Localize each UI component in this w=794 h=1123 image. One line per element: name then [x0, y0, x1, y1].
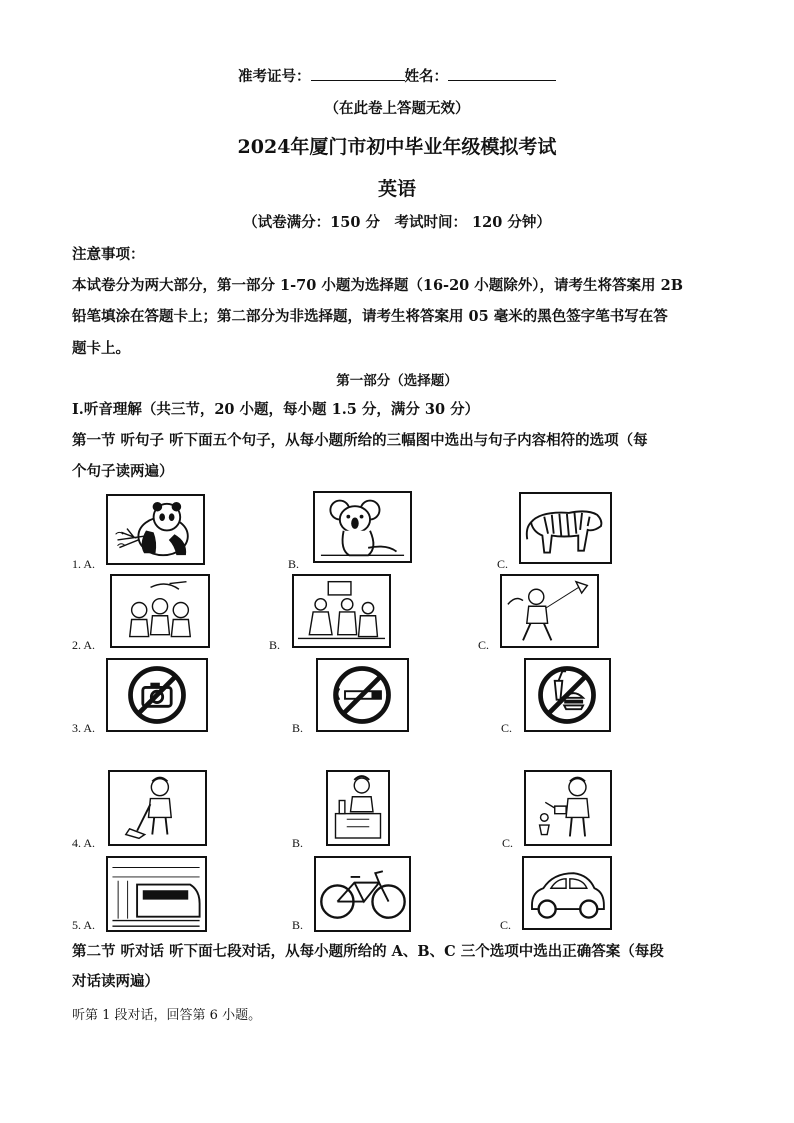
page-title: 2024年厦门市初中毕业年级模拟考试: [237, 136, 557, 158]
q5-option-a-label: 5. A.: [72, 918, 96, 932]
koala-icon: [313, 491, 412, 563]
q3-option-b-label: B.: [292, 721, 304, 735]
sweeping-icon: [108, 770, 207, 846]
part1-title: 第一部分（选择题）: [336, 373, 458, 389]
car-icon: [522, 856, 612, 930]
train-icon: [106, 856, 207, 932]
exam-number-label: 准考证号：: [238, 68, 311, 85]
sub1-line-2: 个句子读两遍）: [72, 463, 174, 480]
no-food-icon: [524, 658, 611, 732]
notice-line-1: 本试卷分为两大部分，第一部分 1-70 小题为选择题（16-20 小题除外），请考生将答案用 2B: [72, 277, 683, 294]
q5-option-c-label: C.: [500, 918, 512, 932]
q2-option-b-label: B.: [269, 638, 281, 652]
notice-line-2: 铅笔填涂在答题卡上；第二部分为非选择题，请考生将答案用 05 毫米的黑色签字笔书写在答: [72, 308, 668, 325]
exam-number-blank[interactable]: [311, 64, 405, 81]
subject-title: 英语: [377, 178, 416, 200]
bicycle-icon: [314, 856, 411, 932]
sub1-line-1: 第一节 听句子 听下面五个句子，从每小题所给的三幅图中选出与句子内容相符的选项（每: [72, 432, 648, 449]
notice-line-3: 题卡上。: [72, 340, 130, 357]
no-smoking-icon: [316, 658, 409, 732]
invalid-note: （在此卷上答题无效）: [324, 100, 470, 117]
q2-option-c-label: C.: [478, 638, 490, 652]
dialog1-instruction: 听第 1 段对话，回答第 6 小题。: [72, 1008, 262, 1023]
q1-option-c-label: C.: [497, 557, 509, 571]
q4-option-b-label: B.: [292, 836, 304, 850]
q3-option-a-label: 3. A.: [72, 721, 96, 735]
no-camera-icon: [106, 658, 208, 732]
children-icon: [110, 574, 210, 648]
notice-heading: 注意事项：: [72, 246, 145, 263]
q3-option-c-label: C.: [501, 721, 513, 735]
watering-icon: [524, 770, 612, 846]
cooking-icon: [326, 770, 390, 846]
score-info: （试卷满分：150 分 考试时间： 120 分钟）: [243, 214, 551, 231]
basketball-icon: [292, 574, 391, 648]
q1-option-a-label: 1. A.: [72, 557, 96, 571]
sub2-line-1: 第二节 听对话 听下面七段对话，从每小题所给的 A、B、C 三个选项中选出正确答案（每段: [72, 943, 664, 960]
panda-icon: [106, 494, 205, 565]
kite-icon: [500, 574, 599, 648]
exam-header: [0, 64, 794, 86]
q1-option-b-label: B.: [288, 557, 300, 571]
section1-title: I.听音理解（共三节，20 小题，每小题 1.5 分，满分 30 分）: [72, 401, 480, 418]
name-blank[interactable]: [448, 64, 556, 81]
tiger-icon: [519, 492, 612, 564]
q4-option-a-label: 4. A.: [72, 836, 96, 850]
name-label: 姓名：: [404, 68, 448, 85]
q2-option-a-label: 2. A.: [72, 638, 96, 652]
q5-option-b-label: B.: [292, 918, 304, 932]
sub2-line-2: 对话读两遍）: [72, 973, 159, 990]
q4-option-c-label: C.: [502, 836, 514, 850]
